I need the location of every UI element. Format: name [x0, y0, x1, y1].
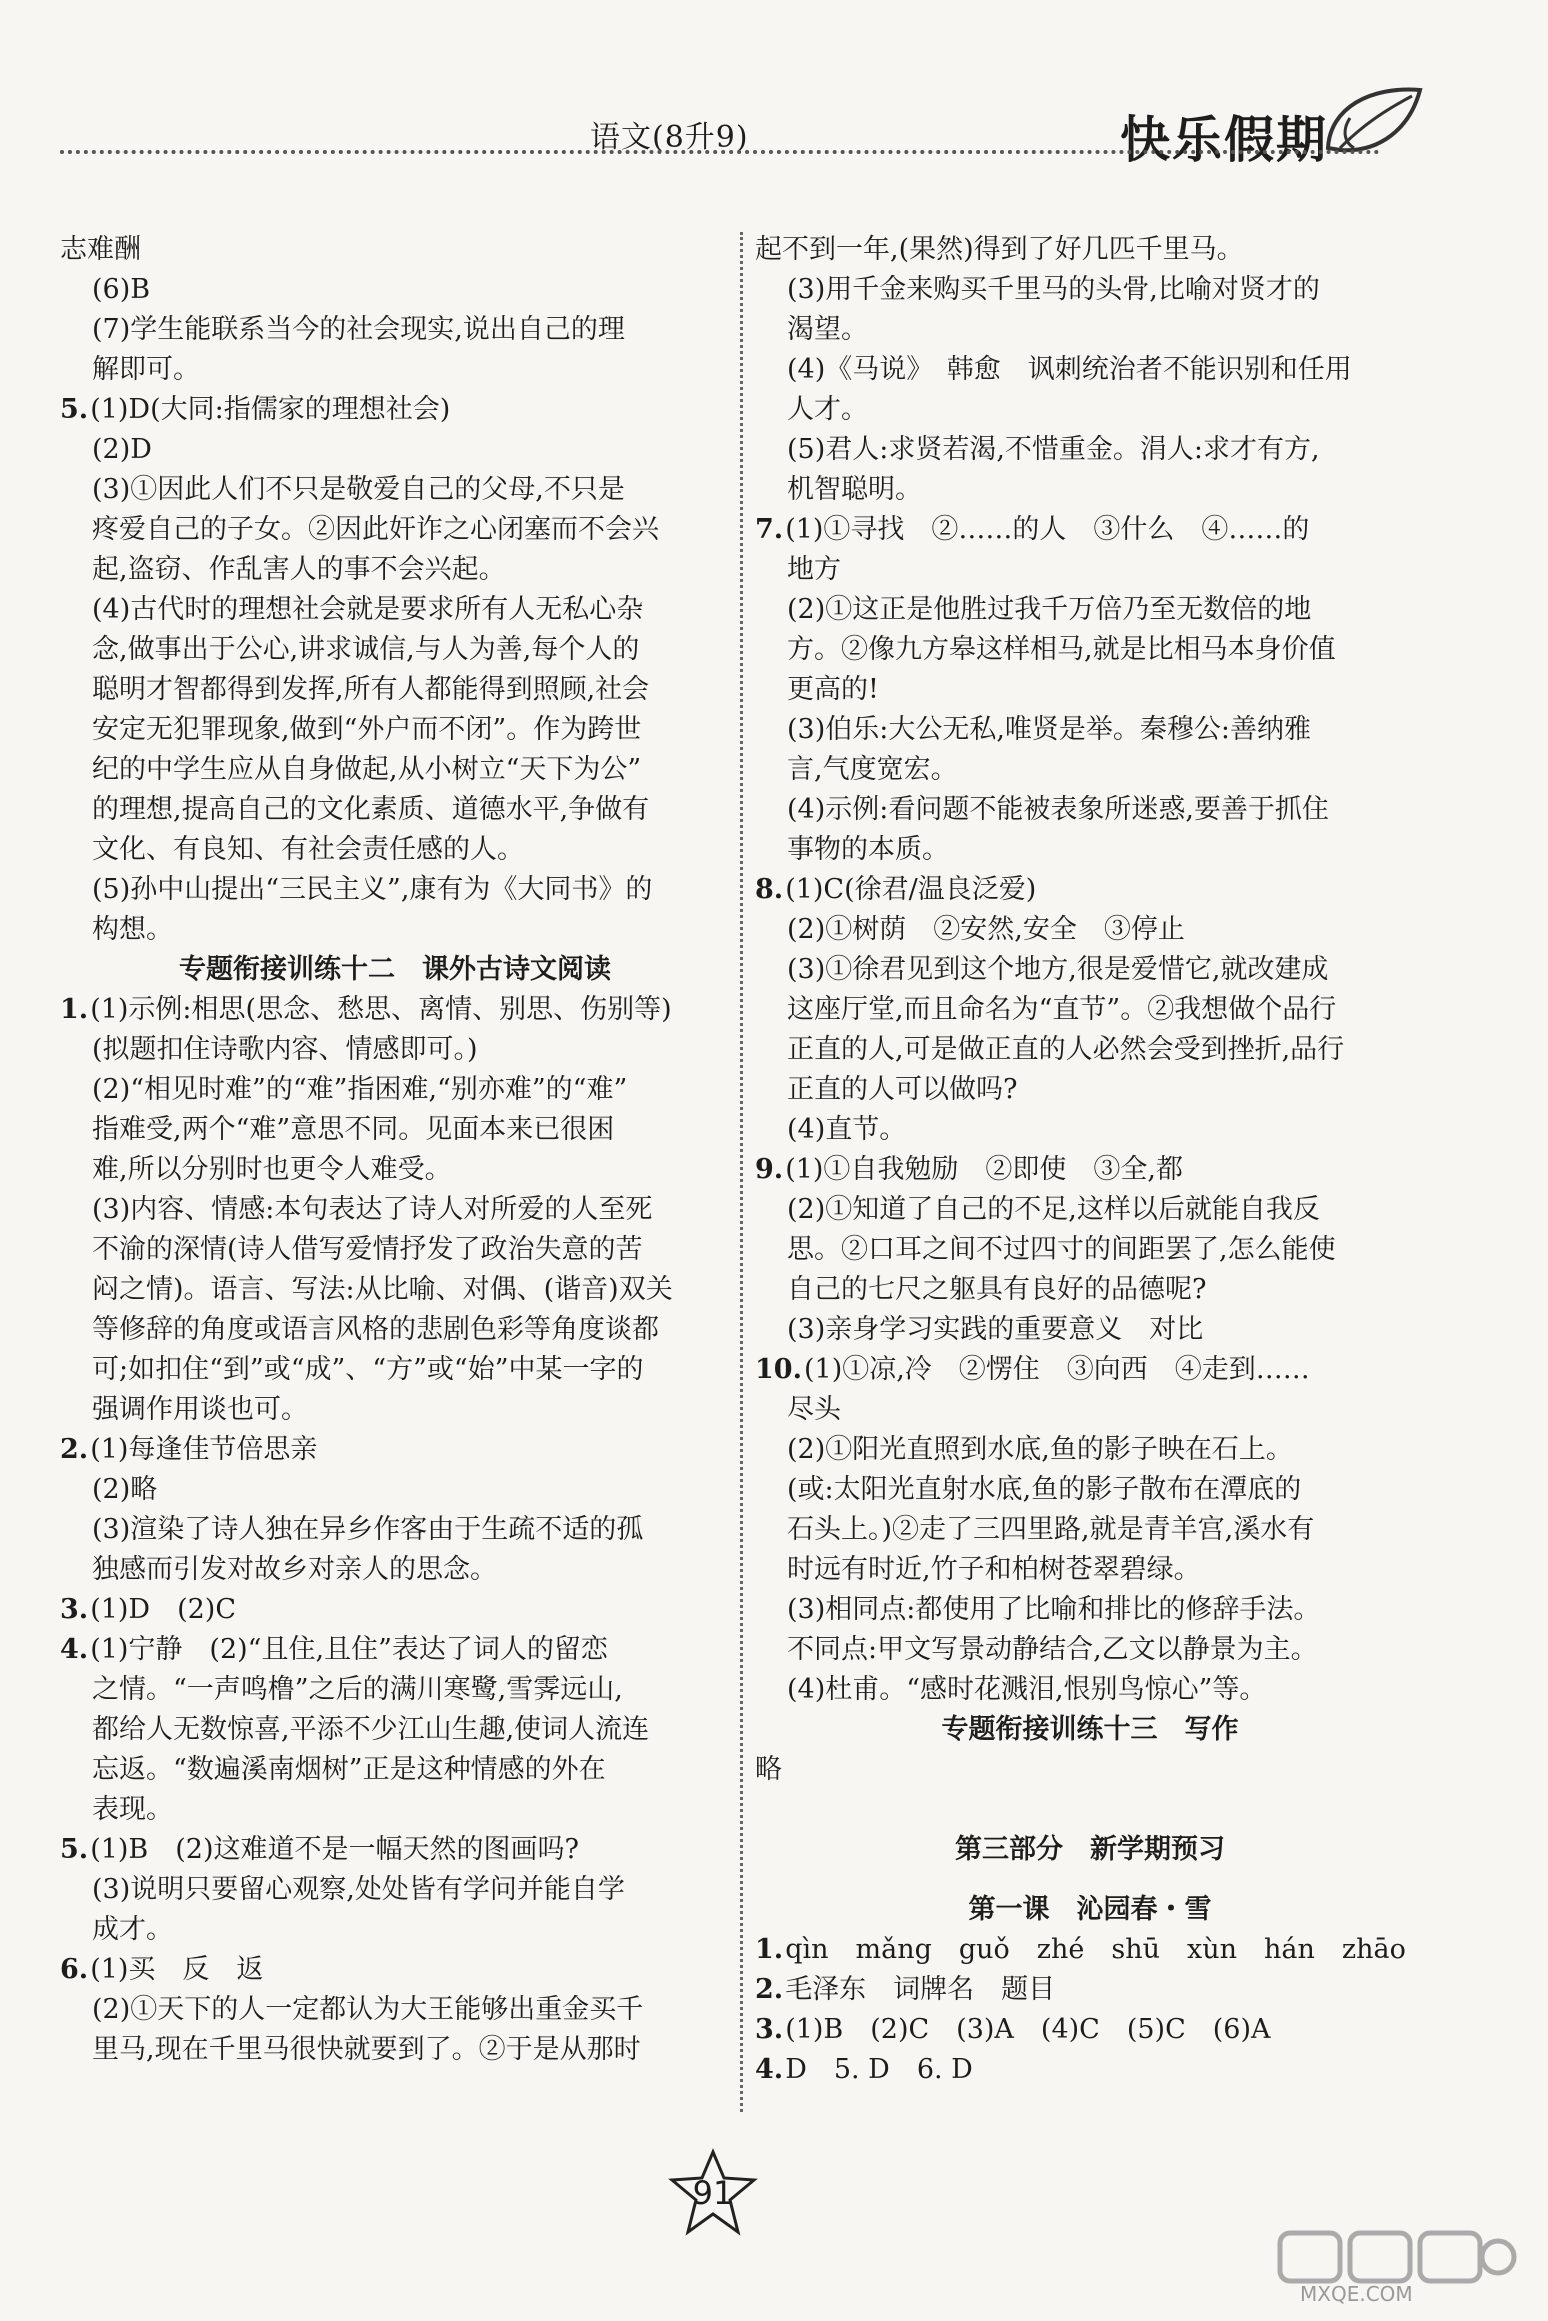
question-number: 2. — [60, 1434, 89, 1465]
answer-line — [755, 950, 1425, 990]
answer-line — [60, 550, 730, 590]
answer-text: 构想。 — [92, 914, 173, 945]
answer-text: (拟题扣住诗歌内容、情感即可。) — [92, 1034, 478, 1065]
answer-line — [755, 1630, 1425, 1670]
answer-text: 纪的中学生应从自身做起,从小树立“天下为公” — [92, 754, 642, 785]
answer-line — [60, 1230, 730, 1270]
answer-line — [60, 1990, 730, 2030]
answer-text: (3)伯乐:大公无私,唯贤是举。秦穆公:善纳雅 — [787, 714, 1312, 745]
answer-text: (2)①知道了自己的不足,这样以后就能自我反 — [787, 1194, 1320, 1225]
answer-text: 解即可。 — [92, 354, 200, 385]
answer-line — [755, 350, 1425, 390]
answer-line — [60, 1270, 730, 1310]
answer-line — [60, 390, 730, 430]
answer-text: (2)D — [92, 434, 152, 465]
answer-text: (2)①阳光直照到水底,鱼的影子映在石上。 — [787, 1434, 1293, 1465]
answer-text: (4)杜甫。“感时花溅泪,恨别鸟惊心”等。 — [787, 1674, 1267, 1705]
answer-line — [60, 1830, 730, 1870]
answer-text: 忘返。“数遍溪南烟树”正是这种情感的外在 — [92, 1754, 606, 1785]
answer-text: 毛泽东 词牌名 题目 — [785, 1974, 1056, 2005]
answer-text: 等修辞的角度或语言风格的悲剧色彩等角度谈都 — [92, 1314, 659, 1345]
answer-text: (3)①徐君见到这个地方,很是爱惜它,就改建成 — [787, 954, 1329, 985]
answer-line — [755, 1670, 1425, 1710]
answer-text: (1)B (2)这难道不是一幅天然的图画吗? — [90, 1834, 579, 1865]
answer-text: (1)C(徐君/温良泛爱) — [785, 874, 1037, 905]
answer-line — [60, 750, 730, 790]
answer-line — [755, 270, 1425, 310]
page-number-badge — [668, 2148, 758, 2238]
answer-line — [60, 1870, 730, 1910]
answer-line — [60, 230, 730, 270]
answer-text: (3)内容、情感:本句表达了诗人对所爱的人至死 — [92, 1194, 653, 1225]
page-number: 91 — [692, 2174, 734, 2212]
answer-line — [755, 310, 1425, 350]
answer-line — [60, 1110, 730, 1150]
answer-line — [60, 710, 730, 750]
answer-text: 疼爱自己的子女。②因此奸诈之心闭塞而不会兴 — [92, 514, 659, 545]
answer-text: 都给人无数惊喜,平添不少江山生趣,使词人流连 — [92, 1714, 650, 1745]
right-column — [755, 230, 1425, 2090]
answer-text: (5)君人:求贤若渴,不惜重金。涓人:求才有方, — [787, 434, 1320, 465]
answer-text: (或:太阳光直射水底,鱼的影子散布在潭底的 — [787, 1474, 1302, 1505]
answer-line — [60, 1430, 730, 1470]
answer-line — [60, 1350, 730, 1390]
answer-line — [755, 1930, 1425, 1970]
answer-text: 可;如扣住“到”或“成”、“方”或“始”中某一字的 — [92, 1354, 644, 1385]
answer-text: (6)B — [92, 274, 151, 305]
answer-line — [60, 630, 730, 670]
answer-text: 思。②口耳之间不过四寸的间距罢了,怎么能使 — [787, 1234, 1336, 1265]
answer-line — [755, 590, 1425, 630]
answer-text: 文化、有良知、有社会责任感的人。 — [92, 834, 524, 865]
answer-text: 里马,现在千里马很快就要到了。②于是从那时 — [92, 2034, 641, 2065]
answer-line — [755, 1270, 1425, 1310]
answer-line — [60, 1550, 730, 1590]
answer-line — [755, 1350, 1425, 1390]
answer-text: 事物的本质。 — [787, 834, 949, 865]
answer-line — [755, 1150, 1425, 1190]
answer-line — [60, 1190, 730, 1230]
answer-line — [755, 1230, 1425, 1270]
section-heading: 专题衔接训练十二 课外古诗文阅读 — [179, 954, 611, 985]
answer-line — [755, 470, 1425, 510]
answer-text: 不同点:甲文写景动静结合,乙文以静景为主。 — [787, 1634, 1318, 1665]
answer-text: 成才。 — [92, 1914, 173, 1945]
answer-line — [60, 2030, 730, 2070]
answer-text: (1)①寻找 ②……的人 ③什么 ④……的 — [785, 514, 1310, 545]
answer-line — [60, 910, 730, 950]
answer-line — [755, 390, 1425, 430]
answer-line — [60, 1590, 730, 1630]
answer-line — [60, 870, 730, 910]
answer-line — [60, 1750, 730, 1790]
answer-text: (1)①凉,冷 ②愣住 ③向西 ④走到…… — [803, 1354, 1310, 1385]
answer-line — [60, 1790, 730, 1830]
answer-line — [60, 830, 730, 870]
answer-text: (4)《马说》 韩愈 讽刺统治者不能识别和任用 — [787, 354, 1352, 385]
answer-text: (3)渲染了诗人独在异乡作客由于生疏不适的孤 — [92, 1514, 644, 1545]
answer-text: (3)用千金来购买千里马的头骨,比喻对贤才的 — [787, 274, 1320, 305]
answer-line — [755, 1510, 1425, 1550]
question-number: 8. — [755, 874, 784, 905]
answer-text: (3)亲身学习实践的重要意义 对比 — [787, 1314, 1204, 1345]
answer-line — [755, 670, 1425, 710]
answer-line — [755, 1590, 1425, 1630]
answer-line — [755, 1070, 1425, 1110]
header-subject: 语文(8升9) — [590, 120, 749, 155]
column-divider — [740, 232, 743, 2112]
question-number: 3. — [755, 2014, 784, 2045]
header-brand: 快乐假期 — [1120, 111, 1328, 169]
answer-line — [60, 1670, 730, 1710]
answer-text: (2)①树荫 ②安然,安全 ③停止 — [787, 914, 1185, 945]
answer-text: 志难酬 — [60, 234, 141, 265]
answer-text: (1)宁静 (2)“且住,且住”表达了词人的留恋 — [90, 1634, 608, 1665]
question-number: 5. — [60, 1834, 89, 1865]
answer-line — [60, 1070, 730, 1110]
answer-text: (4)直节。 — [787, 1114, 907, 1145]
answer-line — [755, 1470, 1425, 1510]
answer-text: (2)①天下的人一定都认为大王能够出重金买千 — [92, 1994, 644, 2025]
answer-line — [60, 670, 730, 710]
answer-line — [60, 1910, 730, 1950]
answer-line — [755, 550, 1425, 590]
answer-line — [60, 590, 730, 630]
header-divider — [60, 150, 1380, 154]
question-number: 1. — [755, 1934, 784, 1965]
question-number: 4. — [755, 2054, 784, 2085]
answer-text: (1)①自我勉励 ②即使 ③全,都 — [785, 1154, 1184, 1185]
answer-line — [755, 1550, 1425, 1590]
answer-line — [60, 1710, 730, 1750]
answer-text: (1)D (2)C — [90, 1594, 236, 1625]
answer-line — [755, 990, 1425, 1030]
answer-line — [60, 1630, 730, 1670]
answer-text: 时远有时近,竹子和柏树苍翠碧绿。 — [787, 1554, 1201, 1585]
answer-text: (3)①因此人们不只是敬爱自己的父母,不只是 — [92, 474, 625, 505]
answer-text: 更高的! — [787, 674, 879, 705]
answer-text: 强调作用谈也可。 — [92, 1394, 308, 1425]
answer-line — [755, 1970, 1425, 2010]
left-column — [60, 230, 730, 2070]
answer-text: 正直的人,可是做正直的人必然会受到挫折,品行 — [787, 1034, 1345, 1065]
answer-line — [755, 1390, 1425, 1430]
answer-text: 指难受,两个“难”意思不同。见面本来已很困 — [92, 1114, 615, 1145]
answer-text: 略 — [755, 1754, 782, 1785]
answer-line — [755, 1430, 1425, 1470]
answer-text: (5)孙中山提出“三民主义”,康有为《大同书》的 — [92, 874, 653, 905]
answer-line — [755, 750, 1425, 790]
answer-line — [60, 1150, 730, 1190]
answer-text: 自己的七尺之躯具有良好的品德呢? — [787, 1274, 1207, 1305]
question-number: 9. — [755, 1154, 784, 1185]
answer-line — [60, 1470, 730, 1510]
answer-line — [60, 1510, 730, 1550]
question-number: 10. — [755, 1354, 802, 1385]
answer-text: 方。②像九方皋这样相马,就是比相马本身价值 — [787, 634, 1336, 665]
answer-line — [755, 1030, 1425, 1070]
answer-line — [60, 790, 730, 830]
answer-line — [755, 430, 1425, 470]
answer-text: 正直的人可以做吗? — [787, 1074, 1018, 1105]
answer-line — [755, 910, 1425, 950]
answer-line — [60, 430, 730, 470]
question-number: 7. — [755, 514, 784, 545]
answer-line — [755, 1190, 1425, 1230]
answer-text: 起不到一年,(果然)得到了好几匹千里马。 — [755, 234, 1244, 265]
answer-text: 渴望。 — [787, 314, 868, 345]
answer-text: (1)B (2)C (3)A (4)C (5)C (6)A — [785, 2014, 1271, 2045]
answer-text: (7)学生能联系当今的社会现实,说出自己的理 — [92, 314, 625, 345]
question-number: 2. — [755, 1974, 784, 2005]
answer-text: 闷之情)。语言、写法:从比喻、对偶、(谐音)双关 — [92, 1274, 673, 1305]
watermark-text: MXQE.COM — [1300, 2282, 1413, 2306]
answer-text: (4)示例:看问题不能被表象所迷惑,要善于抓住 — [787, 794, 1329, 825]
answer-text: 聪明才智都得到发挥,所有人都能得到照顾,社会 — [92, 674, 650, 705]
answer-text: 难,所以分别时也更令人难受。 — [92, 1154, 452, 1185]
answer-text: 不渝的深情(诗人借写爱情抒发了政治失意的苦 — [92, 1234, 643, 1265]
question-number: 6. — [60, 1954, 89, 1985]
leaf-icon — [1320, 78, 1430, 168]
answer-text: 地方 — [787, 554, 841, 585]
answer-line — [755, 710, 1425, 750]
answer-text: (3)相同点:都使用了比喻和排比的修辞手法。 — [787, 1594, 1321, 1625]
answer-line — [755, 510, 1425, 550]
answer-text: (1)D(大同:指儒家的理想社会) — [90, 394, 451, 425]
answer-text: 之情。“一声鸣橹”之后的满川寒鹭,雪霁远山, — [92, 1674, 623, 1705]
answer-text: (1)每逢佳节倍思亲 — [90, 1434, 318, 1465]
answer-text: 言,气度宽宏。 — [787, 754, 958, 785]
answer-line — [755, 830, 1425, 870]
answer-line — [755, 1750, 1425, 1790]
answer-line — [755, 230, 1425, 270]
question-number: 4. — [60, 1634, 89, 1665]
question-number: 5. — [60, 394, 89, 425]
question-number: 3. — [60, 1594, 89, 1625]
answer-text: D 5. D 6. D — [785, 2054, 973, 2085]
answer-text: (4)古代时的理想社会就是要求所有人无私心杂 — [92, 594, 644, 625]
answer-line — [60, 1390, 730, 1430]
answer-text: (1)示例:相思(思念、愁思、离情、别思、伤别等) — [90, 994, 672, 1025]
answer-line — [60, 510, 730, 550]
answer-text: 安定无犯罪现象,做到“外户而不闭”。作为跨世 — [92, 714, 642, 745]
question-number: 1. — [60, 994, 89, 1025]
answer-text: 表现。 — [92, 1794, 173, 1825]
answer-text: 石头上。)②走了三四里路,就是青羊宫,溪水有 — [787, 1514, 1315, 1545]
answer-text: (2)①这正是他胜过我千万倍乃至无数倍的地 — [787, 594, 1312, 625]
answer-text: 念,做事出于公心,讲求诚信,与人为善,每个人的 — [92, 634, 640, 665]
answer-line — [60, 350, 730, 390]
lesson-heading: 第一课 沁园春・雪 — [968, 1894, 1212, 1925]
answer-line — [60, 1030, 730, 1070]
answer-line — [60, 310, 730, 350]
answer-text: 人才。 — [787, 394, 868, 425]
answer-text: qìn mǎng guǒ zhé shū xùn hán zhāo — [785, 1934, 1406, 1965]
answer-line — [755, 630, 1425, 670]
answer-line — [60, 1950, 730, 1990]
answer-text: (2)略 — [92, 1474, 158, 1505]
answer-text: 这座厅堂,而且命名为“直节”。②我想做个品行 — [787, 994, 1337, 1025]
answer-text: (1)买 反 返 — [90, 1954, 264, 1985]
answer-line — [755, 1310, 1425, 1350]
answer-line — [755, 870, 1425, 910]
answer-text: 机智聪明。 — [787, 474, 922, 505]
answer-text: 独感而引发对故乡对亲人的思念。 — [92, 1554, 497, 1585]
answer-line — [60, 270, 730, 310]
answer-text: (3)说明只要留心观察,处处皆有学问并能自学 — [92, 1874, 625, 1905]
answer-line — [755, 1110, 1425, 1150]
answer-line — [60, 990, 730, 1030]
part-heading: 第三部分 新学期预习 — [955, 1834, 1225, 1865]
answer-line — [60, 1310, 730, 1350]
answer-line — [755, 790, 1425, 830]
answer-text: 的理想,提高自己的文化素质、道德水平,争做有 — [92, 794, 650, 825]
answer-line — [755, 2050, 1425, 2090]
answer-text: 尽头 — [787, 1394, 841, 1425]
answer-text: 起,盗窃、作乱害人的事不会兴起。 — [92, 554, 506, 585]
answer-line — [755, 2010, 1425, 2050]
answer-line — [60, 470, 730, 510]
answer-text: (2)“相见时难”的“难”指困难,“别亦难”的“难” — [92, 1074, 628, 1105]
section-heading: 专题衔接训练十三 写作 — [941, 1714, 1239, 1745]
